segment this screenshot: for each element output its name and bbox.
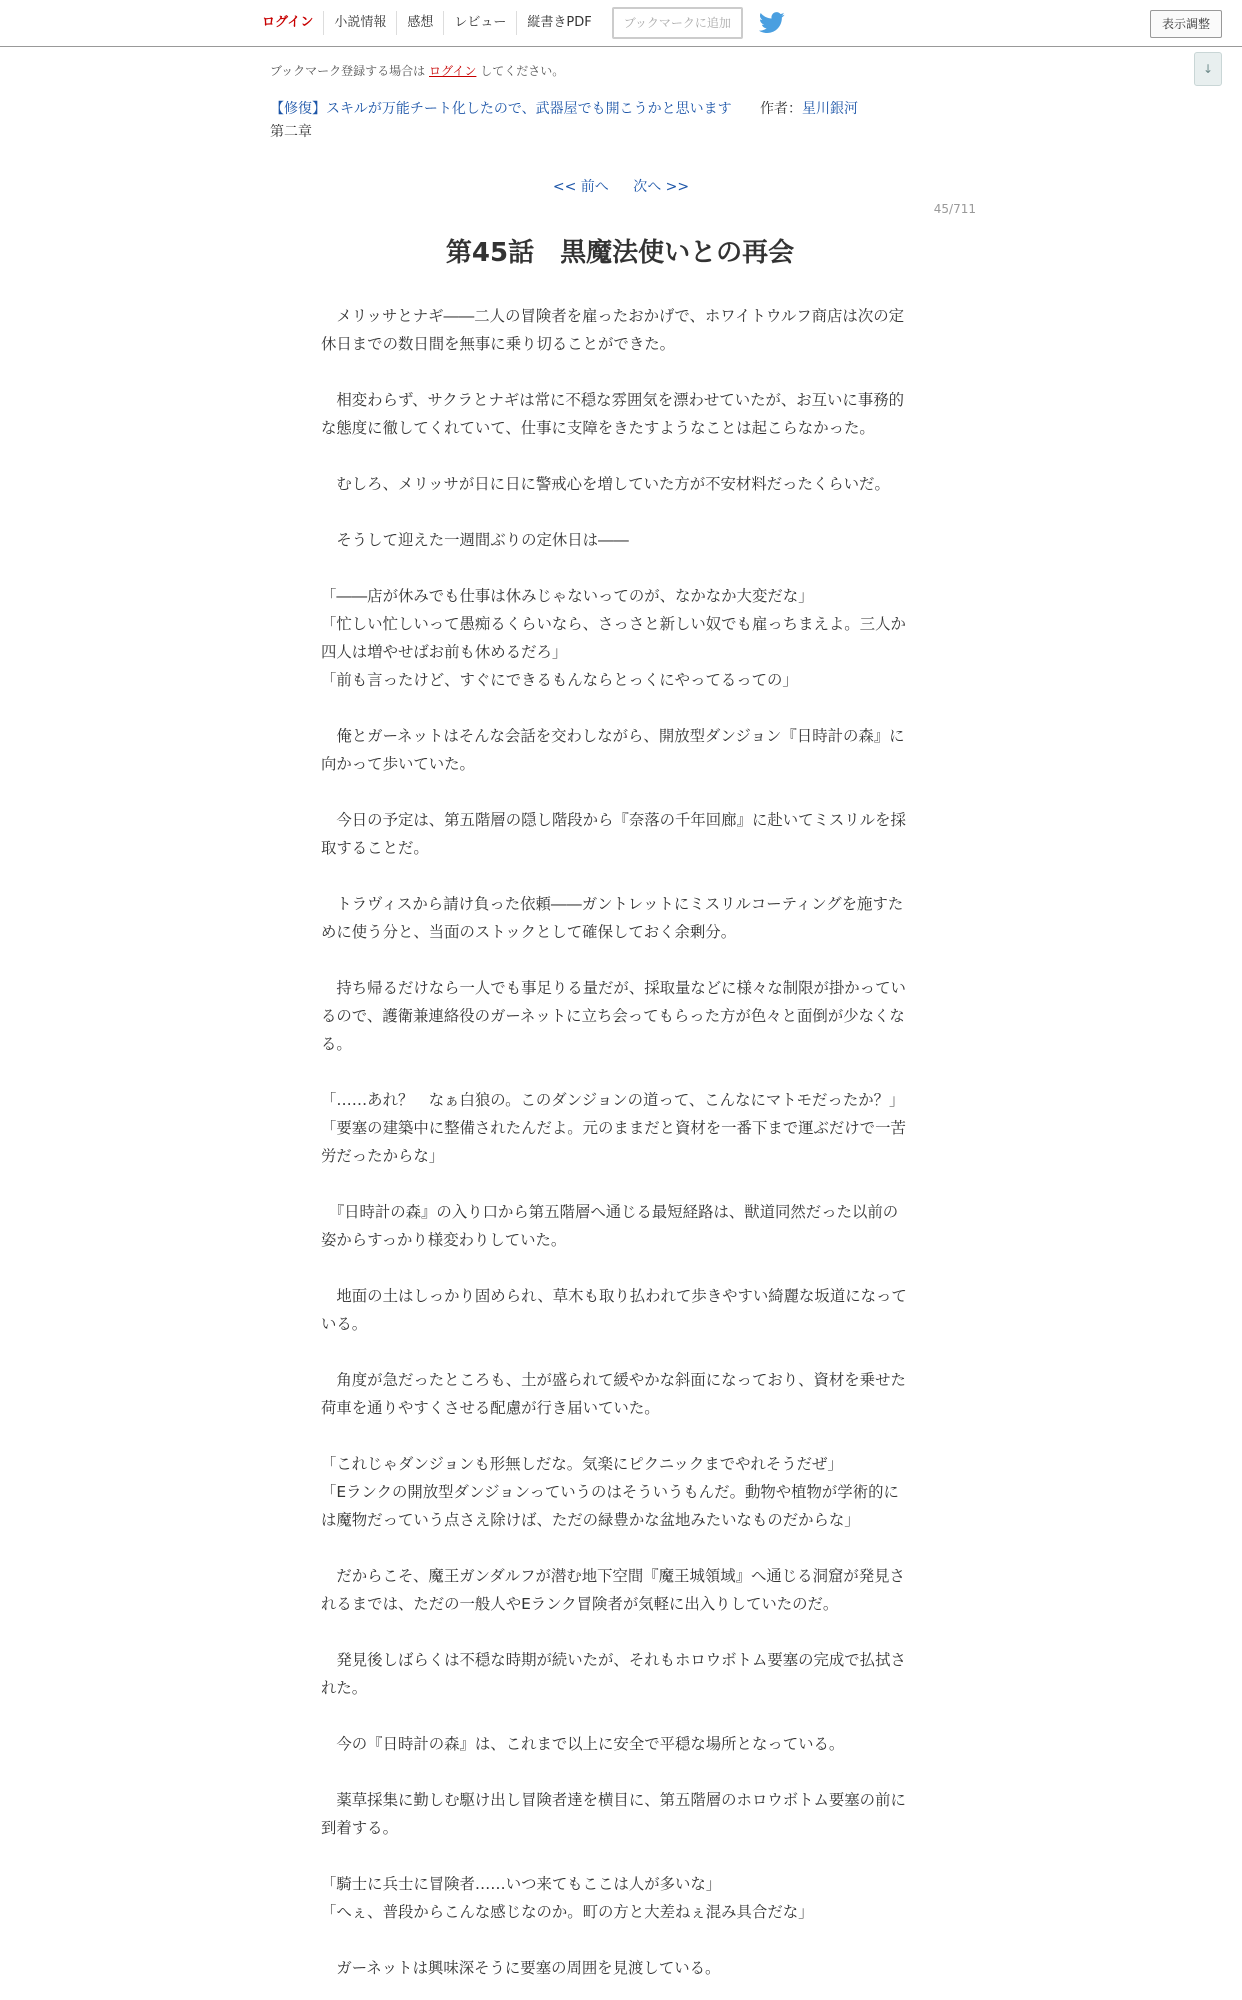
blank-line [321,554,913,582]
body-paragraph: 「……あれ？ なぁ白狼の。このダンジョンの道って、こんなにマトモだったか？」 [321,1091,905,1109]
twitter-icon[interactable] [759,12,785,34]
blank-line [321,862,913,890]
body-paragraph: 「これじゃダンジョンも形無しだな。気楽にピクニックまでやれそうだぜ」 [321,1455,843,1473]
body-paragraph: 今の『日時計の森』は、これまで以上に安全で平穏な場所となっている。 [321,1735,845,1753]
author-name-link[interactable]: 星川銀河 [802,101,859,117]
body-paragraph: 角度が急だったところも、土が盛られて緩やかな斜面になっており、資材を乗せた荷車を通りやすくさせる配慮が行き届いていた。 [321,1371,906,1417]
blank-line [321,778,913,806]
bookmark-notice [270,62,564,79]
prev-episode-link[interactable]: << 前へ [552,179,609,195]
notice-prefix: ブックマーク登録する場合は [270,64,426,78]
blank-line [321,1618,913,1646]
blank-line [321,358,913,386]
episode-title: 第45話 黒魔法使いとの再会 [445,238,795,268]
notice-suffix: してください。 [480,64,565,78]
display-adjust-button[interactable]: 表示調整 [1150,10,1222,38]
blank-line [321,498,913,526]
body-paragraph: 持ち帰るだけなら一人でも事足りる量だが、採取量などに様々な制限が掛かっているので、護衛兼連絡役のガーネットに立ち会ってもらった方が色々と面倒が少なくなる。 [321,979,906,1053]
blank-line [321,1422,913,1450]
body-paragraph: 相変わらず、サクラとナギは常に不穏な雰囲気を漂わせていたが、お互いに事務的な態度に徹してくれていて、仕事に支障をきたすようなことは起こらなかった。 [321,391,904,437]
blank-line [321,442,913,470]
body-paragraph: そうして迎えた一週間ぶりの定休日は―― [321,531,629,549]
author-label: 作者： [760,101,803,117]
body-paragraph: むしろ、メリッサが日に日に警戒心を増していた方が不安材料だったくらいだ。 [321,475,890,493]
body-paragraph: 今日の予定は、第五階層の隠し階段から『奈落の千年回廊』に赴いてミスリルを採取することだ。 [321,811,906,857]
novel-header [270,98,858,118]
body-paragraph: メリッサとナギ――二人の冒険者を雇ったおかげで、ホワイトウルフ商店は次の定休日までの数日間を無事に乗り切ることができた。 [321,307,904,353]
novel-info-link[interactable]: 小説情報 [324,11,397,35]
body-paragraph: 薬草採集に勤しむ駆け出し冒険者達を横目に、第五階層のホロウボトム要塞の前に到着する。 [321,1791,906,1837]
chapter-title: 第二章 [270,124,312,140]
body-paragraph: 「へぇ、普段からこんな感じなのか。町の方と大差ねぇ混み具合だな」 [321,1903,814,1921]
body-paragraph: 『日時計の森』の入り口から第五階層へ通じる最短経路は、獣道同然だった以前の姿からすっかり様変わりしていた。 [321,1203,899,1249]
episode-counter: 45/711 [933,202,976,216]
add-bookmark-button[interactable]: ブックマークに追加 [612,7,743,39]
nav-menu [252,0,785,46]
body-paragraph: 「Eランクの開放型ダンジョンっていうのはそういうもんだ。動物や植物が学術的には魔物だっていう点さえ除けば、ただの緑豊かな盆地みたいなものだからな」 [321,1483,899,1529]
blank-line [321,694,913,722]
blank-line [321,1926,913,1954]
blank-line [321,946,913,974]
body-paragraph: 「忙しい忙しいって愚痴るくらいなら、さっさと新しい奴でも雇っちまえよ。三人か四人は増やせばお前も休めるだろ」 [321,615,906,661]
body-paragraph: 「要塞の建築中に整備されたんだよ。元のままだと資材を一番下まで運ぶだけで一苦労だったからな」 [321,1119,906,1165]
series-title-link[interactable]: 【修復】スキルが万能チート化したので、武器屋でも開こうかと思います [270,101,732,117]
body-paragraph: 地面の土はしっかり固められ、草木も取り払われて歩きやすい綺麗な坂道になっている。 [321,1287,907,1333]
login-link[interactable]: ログイン [252,11,324,35]
body-paragraph: トラヴィスから請け負った依頼――ガントレットにミスリルコーティングを施すために使う分と、当面のストックとして確保しておく余剰分。 [321,895,904,941]
blank-line [321,1338,913,1366]
vertical-pdf-link[interactable]: 縦書きPDF [527,15,592,30]
next-episode-link[interactable]: 次へ >> [633,179,690,195]
review-link[interactable]: レビュー [444,11,517,35]
impressions-link[interactable]: 感想 [397,11,444,35]
body-paragraph: 発見後しばらくは不穏な時期が続いたが、それもホロウボトム要塞の完成で払拭された。 [321,1651,906,1697]
body-paragraph: ガーネットは興味深そうに要塞の周囲を見渡している。 [321,1959,721,1977]
body-paragraph: 「――店が休みでも仕事は休みじゃないってのが、なかなか大変だな」 [321,587,814,605]
body-paragraph: だからこそ、魔王ガンダルフが潜む地下空間『魔王城領域』へ通じる洞窟が発見されるまでは、ただの一般人やEランク冒険者が気軽に出入りしていたのだ。 [321,1567,905,1613]
blank-line [321,1758,913,1786]
blank-line [321,1842,913,1870]
notice-login-link[interactable]: ログイン [429,64,477,78]
blank-line [321,1058,913,1086]
blank-line [321,1170,913,1198]
top-navigation-bar [0,0,1242,47]
scroll-down-button[interactable]: ↓ [1194,52,1222,86]
episode-pager [0,176,1242,196]
blank-line [321,1702,913,1730]
novel-body [321,302,913,1982]
body-paragraph: 俺とガーネットはそんな会話を交わしながら、開放型ダンジョン『日時計の森』に向かって歩いていた。 [321,727,905,773]
blank-line [321,1534,913,1562]
blank-line [321,1254,913,1282]
body-paragraph: 「騎士に兵士に冒険者……いつ来てもここは人が多いな」 [321,1875,722,1893]
body-paragraph: 「前も言ったけど、すぐにできるもんならとっくにやってるっての」 [321,671,798,689]
